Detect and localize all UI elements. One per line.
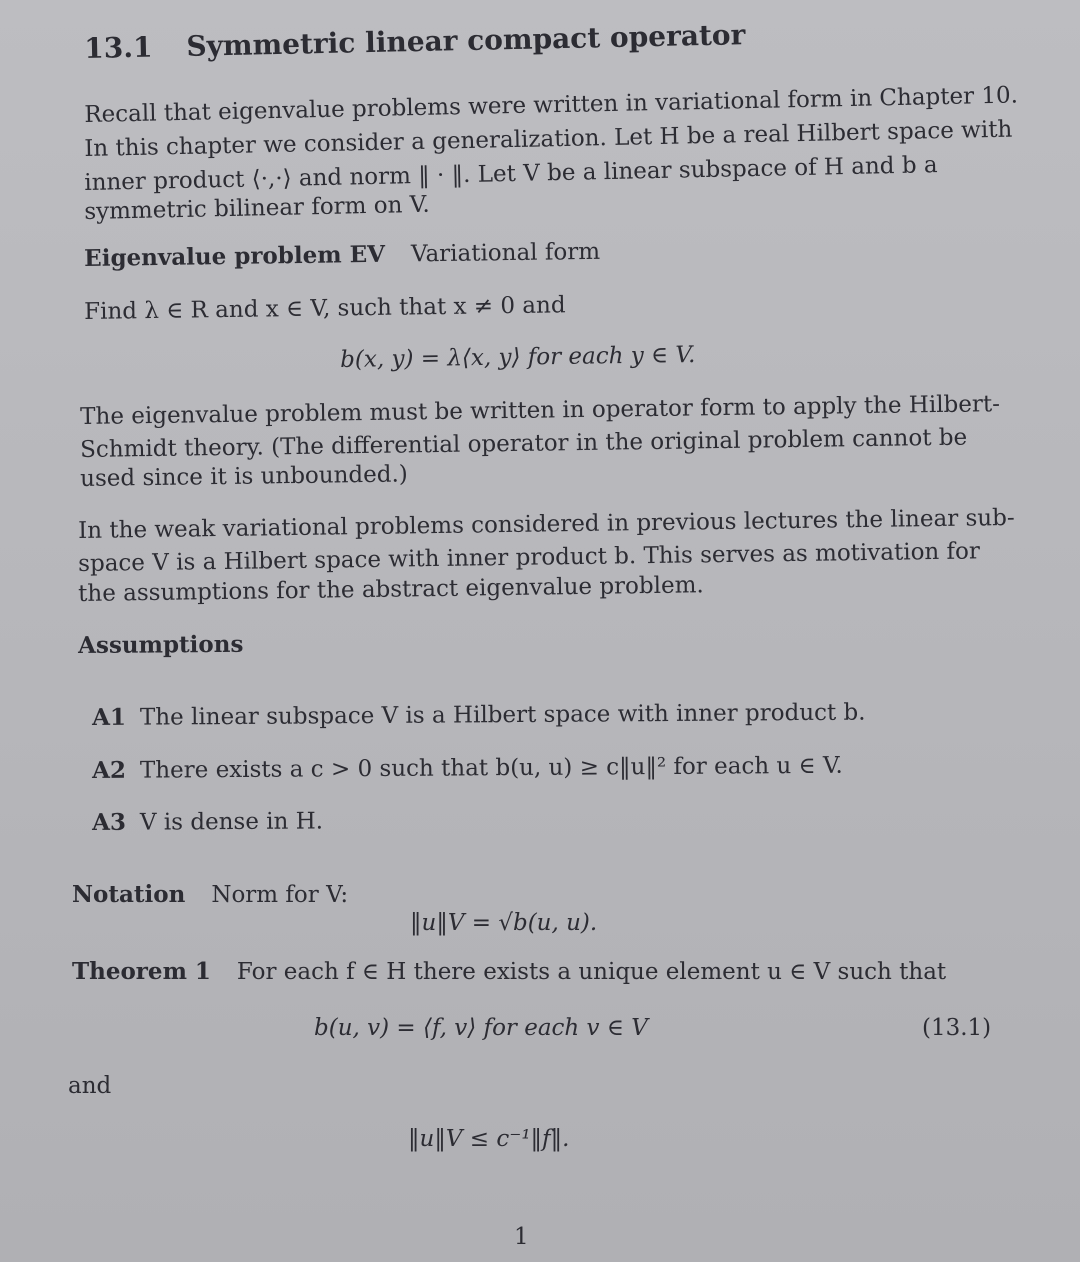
intro-line: Recall that eigenvalue problems were written in variational form in Chapter 10. [84, 82, 1019, 128]
assumption-text: The linear subspace V is a Hilbert space with inner product b. [139, 699, 866, 731]
assumption-label: A2 [92, 756, 127, 784]
para2-line: used since it is unbounded.) [80, 461, 408, 492]
notation-line [72, 880, 348, 910]
theorem-heading: Theorem 1 [72, 958, 211, 985]
notation-heading: Notation [72, 881, 186, 908]
para2-line: The eigenvalue problem must be written in operator form to apply the Hilbert- [80, 391, 1001, 430]
assumption-item [92, 806, 323, 838]
bound-equation: ‖u‖V ≤ c⁻¹‖f‖. [408, 1126, 570, 1152]
intro-line: symmetric bilinear form on V. [84, 191, 430, 225]
para3-line: In the weak variational problems considered in previous lectures the linear sub- [78, 504, 1015, 544]
intro-line: In this chapter we consider a generalization. Let H be a real Hilbert space with [84, 116, 1013, 162]
assumption-text: There exists a c > 0 such that b(u, u) ≥ c‖u‖² for each u ∈ V. [139, 752, 843, 784]
ev-find-line: Find λ ∈ R and x ∈ V, such that x ≠ 0 and [84, 292, 566, 325]
ev-equation: b(x, y) = λ⟨x, y⟩ for each y ∈ V. [340, 342, 696, 373]
norm-equation: ‖u‖V = √b(u, u). [410, 910, 598, 936]
assumption-item [92, 751, 843, 786]
theorem-equation: b(u, v) = ⟨f, v⟩ for each v ∈ V [314, 1015, 648, 1041]
section-heading [84, 20, 746, 64]
para2-line: Schmidt theory. (The differential operator in the original problem cannot be [80, 424, 968, 463]
notation-text: Norm for V: [211, 882, 349, 908]
theorem-line [72, 957, 946, 987]
equation-number: (13.1) [922, 1015, 992, 1041]
para3-line: space V is a Hilbert space with inner product b. This serves as motivation for [78, 538, 981, 577]
and-text: and [68, 1073, 112, 1099]
assumptions-heading: Assumptions [78, 630, 244, 659]
assumption-label: A1 [92, 703, 127, 731]
section-title: Symmetric linear compact operator [186, 18, 746, 63]
assumption-item [92, 698, 866, 733]
intro-line: inner product ⟨·,·⟩ and norm ‖ · ‖. Let V be a linear subspace of H and b a [84, 152, 938, 196]
theorem-text: For each f ∈ H there exists a unique element u ∈ V such that [236, 959, 947, 985]
ev-heading: Eigenvalue problem EV [84, 240, 386, 272]
ev-subheading: Variational form [410, 238, 601, 268]
assumption-text: V is dense in H. [139, 808, 324, 836]
assumption-label: A3 [92, 808, 127, 836]
ev-heading-line [84, 237, 600, 274]
para3-line: the assumptions for the abstract eigenvalue problem. [78, 572, 704, 607]
page-number: 1 [514, 1224, 529, 1250]
section-number: 13.1 [83, 30, 153, 65]
